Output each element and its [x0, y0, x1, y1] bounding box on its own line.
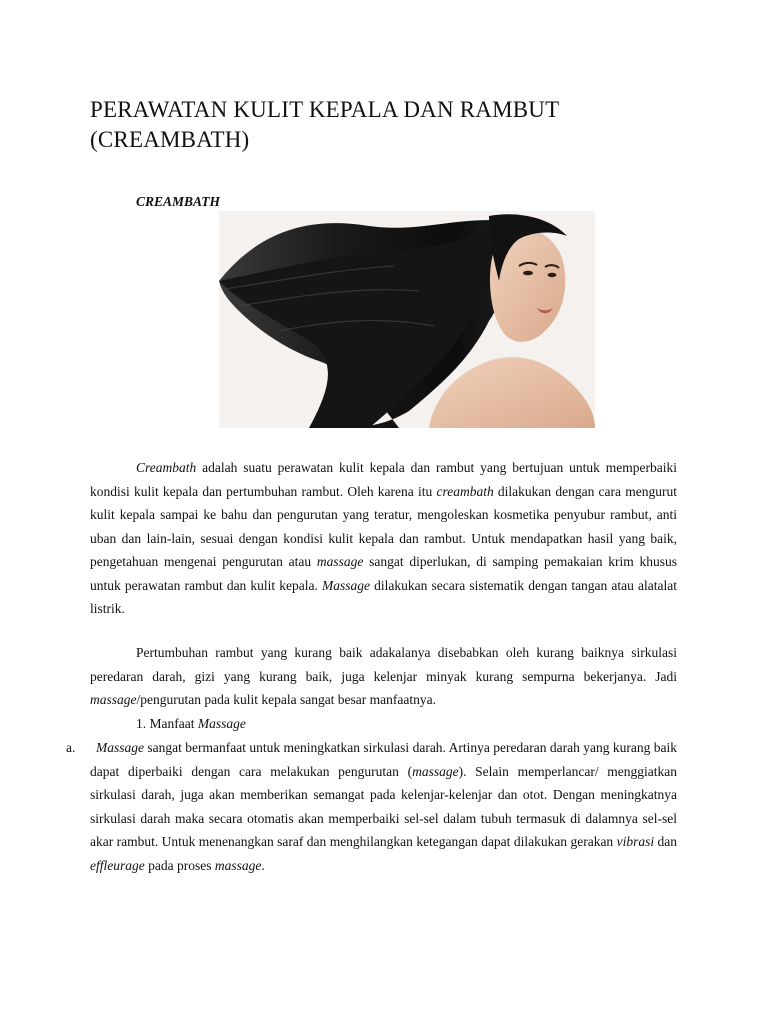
list-marker: a. [66, 740, 76, 755]
list-item-a [66, 736, 678, 877]
term-creambath: Creambath [136, 460, 197, 475]
page-title: PERAWATAN KULIT KEPALA DAN RAMBUT (CREAMBATH) [90, 97, 559, 152]
list-heading: 1. Manfaat Massage [136, 716, 246, 731]
hair-model-illustration [219, 211, 595, 428]
list-item-text: Massage sangat bermanfaat untuk meningkatkan sirkulasi darah. Artinya peredaran darah yang kurang baik dapat diperbaiki dengan cara melakukan pengurutan (massage). Selain memperlancar/ menggiatkan sirkulasi darah, juga akan memberikan semangat pada kelenjar-kelenjar dan otot. Dengan meningkatnya sirkulasi darah maka secara otomatis akan memperbaiki sel-sel dalam tubuh termasuk di dalamnya sel-sel akar rambut. Untuk menenangkan saraf dan menghilangkan ketegangan dapat dilakukan gerakan vibrasi dan effleurage pada proses massage. [90, 740, 678, 873]
growth-paragraph: Pertumbuhan rambut yang kurang baik adakalanya disebabkan oleh kurang baiknya sirkulasi peredaran darah, gizi yang kurang baik, juga kelenjar minyak kurang sempurna bekerjanya. Jadi massage/pengurutan pada kulit kepala sangat besar manfaatnya. [90, 645, 677, 707]
hair-model-photo [219, 211, 595, 428]
section-heading: CREAMBATH [136, 194, 221, 209]
intro-paragraph: Creambath adalah suatu perawatan kulit kepala dan rambut yang bertujuan untuk memperbaiki kondisi kulit kepala dan pertumbuhan rambut. Oleh karena itu creambath dilakukan dengan cara mengurut kulit kepala sampai ke bahu dan pengurutan yang teratur, mengoleskan kosmetika penyubur rambut, anti uban dan lain-lain, sesuai dengan kondisi kulit kepala dan rambut. Untuk mendapatkan hasil yang baik, pengetahuan mengenai pengurutan atau massage sangat diperlukan, di samping pemakaian krim khusus untuk perawatan rambut dan kulit kepala. Massage dilakukan secara sistematik dengan tangan atau alatalat listrik. [90, 460, 677, 616]
